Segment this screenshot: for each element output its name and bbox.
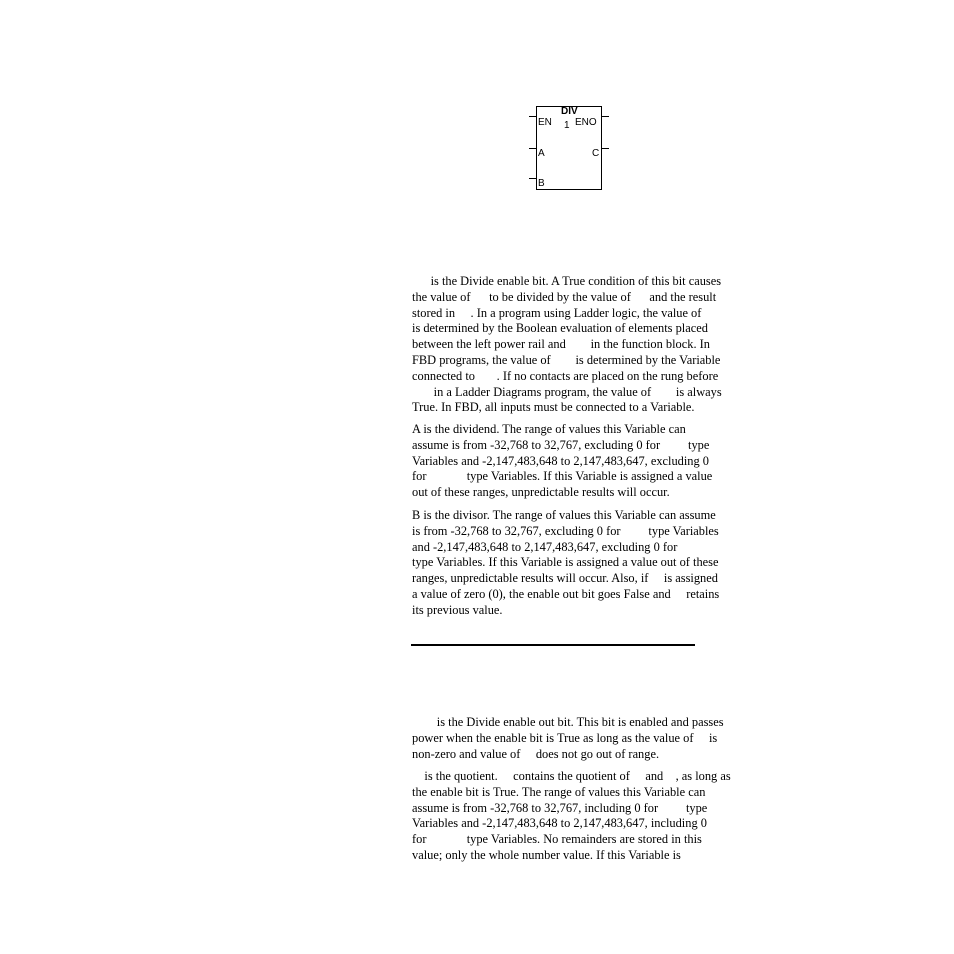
eno-output-pin — [602, 116, 609, 117]
a-description-paragraph — [412, 422, 736, 501]
en-input-pin — [529, 116, 536, 117]
text-line: ranges, unpredictable results will occur. Also, if is assigned — [412, 571, 718, 586]
b-input-label: B — [538, 178, 545, 189]
section-divider — [411, 644, 695, 646]
text-line: True. In FBD, all inputs must be connected to a Variable. — [412, 400, 695, 415]
text-line: Variables and -2,147,483,648 to 2,147,483,647, including 0 — [412, 816, 707, 831]
text-line: assume is from -32,768 to 32,767, including 0 for type — [412, 800, 708, 815]
text-line: a value of zero (0), the enable out bit goes False and retains — [412, 586, 720, 601]
text-line: is the Divide enable out bit. This bit is enabled and passes — [412, 715, 724, 729]
text-line: power when the enable bit is True as long as the value of is — [412, 730, 718, 745]
en-description-paragraph — [412, 274, 736, 416]
text-line: between the left power rail and in the function block. In — [412, 337, 710, 352]
block-instance-number: 1 — [564, 120, 570, 131]
text-line: for type Variables. No remainders are stored in this — [412, 832, 702, 847]
text-line: connected to . If no contacts are placed on the rung before — [412, 368, 719, 383]
text-line: Variables and -2,147,483,648 to 2,147,483,647, excluding 0 — [412, 453, 709, 468]
text-line: value; only the whole number value. If this Variable is — [412, 847, 681, 862]
text-line: is from -32,768 to 32,767, excluding 0 for type Variables — [412, 523, 719, 538]
text-line: and -2,147,483,648 to 2,147,483,647, excluding 0 for — [412, 539, 678, 554]
c-output-pin — [602, 148, 609, 149]
text-line: is the Divide enable bit. A True condition of this bit causes — [412, 274, 722, 288]
text-line: its previous value. — [412, 602, 503, 617]
text-line: the value of to be divided by the value of and the result — [412, 289, 717, 304]
text-line: is determined by the Boolean evaluation of elements placed — [412, 321, 708, 336]
en-input-label: EN — [538, 117, 552, 128]
text-line: non-zero and value of does not go out of range. — [412, 746, 660, 761]
text-line: for type Variables. If this Variable is assigned a value — [412, 469, 713, 484]
eno-description-paragraph — [412, 715, 736, 762]
c-description-paragraph — [412, 769, 736, 864]
text-line: stored in . In a program using Ladder logic, the value of — [412, 305, 702, 320]
text-line: FBD programs, the value of is determined by the Variable — [412, 352, 721, 367]
a-input-pin — [529, 148, 536, 149]
b-input-pin — [529, 178, 536, 179]
c-output-label: C — [592, 148, 600, 159]
text-line: out of these ranges, unpredictable results will occur. — [412, 485, 670, 500]
b-description-paragraph — [412, 508, 736, 619]
eno-output-label: ENO — [575, 117, 597, 128]
text-line: the enable bit is True. The range of values this Variable can — [412, 784, 706, 799]
a-input-label: A — [538, 148, 545, 159]
div-function-block — [529, 104, 611, 194]
text-line: assume is from -32,768 to 32,767, excluding 0 for type — [412, 437, 710, 452]
text-line: type Variables. If this Variable is assigned a value out of these — [412, 555, 719, 570]
block-title: DIV — [561, 106, 578, 117]
text-line: in a Ladder Diagrams program, the value of is always — [412, 384, 722, 399]
text-line: is the quotient. contains the quotient of and , as long as — [412, 769, 731, 783]
text-line: B is the divisor. The range of values this Variable can assume — [412, 508, 716, 522]
text-line: A is the dividend. The range of values this Variable can — [412, 422, 686, 436]
